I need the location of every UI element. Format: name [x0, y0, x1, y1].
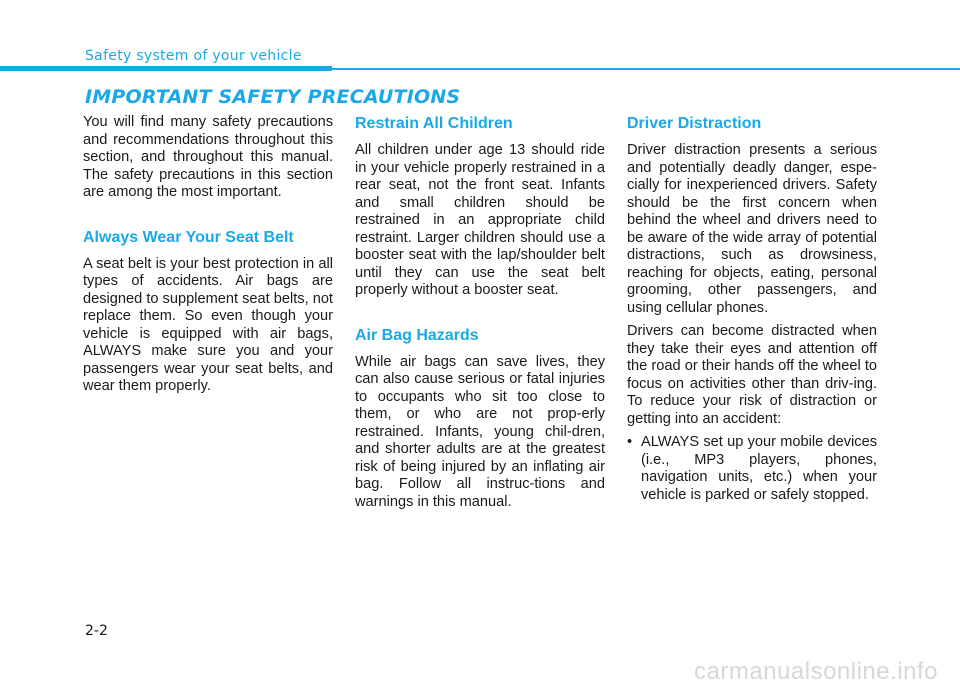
page-title: IMPORTANT SAFETY PRECAUTIONS: [85, 86, 461, 108]
bullet-text: ALWAYS set up your mobile devices (i.e., MP3 players, phones, navigation units, etc.) when your vehicle is parked or safely stopped.: [641, 434, 877, 503]
children-paragraph: All children under age 13 should ride in your vehicle properly restrained in a rear seat, not the front seat. Infants and small children should be restrained in an appropriate child restraint. Larger children should use a booster seat with the lap/shoulder belt until they can use the seat belt properly without a booster seat.: [355, 142, 605, 298]
column-left: [83, 114, 333, 402]
airbag-paragraph: While air bags can save lives, they can also cause serious or fatal injuries to occupants who sit too close to them, or who are not prop-erly restrained. Infants, young chil-dren, and shorter adults are at the greatest risk of being injured by an inflating air bag. Follow all instruc-tions and warnings in this manual.: [355, 353, 605, 510]
header-rule-thin: [332, 68, 960, 70]
seat-belt-paragraph: A seat belt is your best protection in all types of accidents. Air bags are designed to supplement seat belts, not replace them. So even though your vehicle is equipped with air bags, ALWAYS make sure you and your passengers wear your seat belts, and wear them properly.: [83, 255, 333, 394]
page-number: 2-2: [85, 623, 108, 639]
distraction-paragraph-2: Drivers can become distracted when they take their eyes and attention off the road or their hands off the wheel to focus on activities other than driv-ing. To reduce your risk of distraction or getting into an accident:: [627, 323, 877, 427]
bullet-icon: •: [627, 434, 633, 450]
section-header: Safety system of your vehicle: [85, 48, 302, 64]
seat-belt-heading: Always Wear Your Seat Belt: [83, 228, 294, 246]
watermark: carmanualsonline.info: [694, 658, 938, 685]
children-heading: Restrain All Children: [355, 115, 513, 132]
distraction-heading: Driver Distraction: [627, 115, 762, 132]
list-item: [627, 434, 877, 504]
distraction-bullet-list: [627, 434, 877, 504]
header-rule-thick: [0, 66, 332, 71]
column-middle: [355, 114, 605, 517]
intro-paragraph: You will find many safety precautions and recommendations throughout this section, and throughout this manual. The safety precautions in this section are among the most important.: [83, 114, 333, 200]
distraction-paragraph-1: Driver distraction presents a serious and potentially deadly danger, espe-cially for inexperienced drivers. Safety should be the first concern when behind the wheel and drivers need to be aware of the wide array of potential distractions, such as drowsiness, reaching for objects, eating, personal grooming, other passengers, and using cellular phones.: [627, 142, 877, 316]
column-right: [627, 114, 877, 504]
airbag-heading: Air Bag Hazards: [355, 326, 479, 344]
